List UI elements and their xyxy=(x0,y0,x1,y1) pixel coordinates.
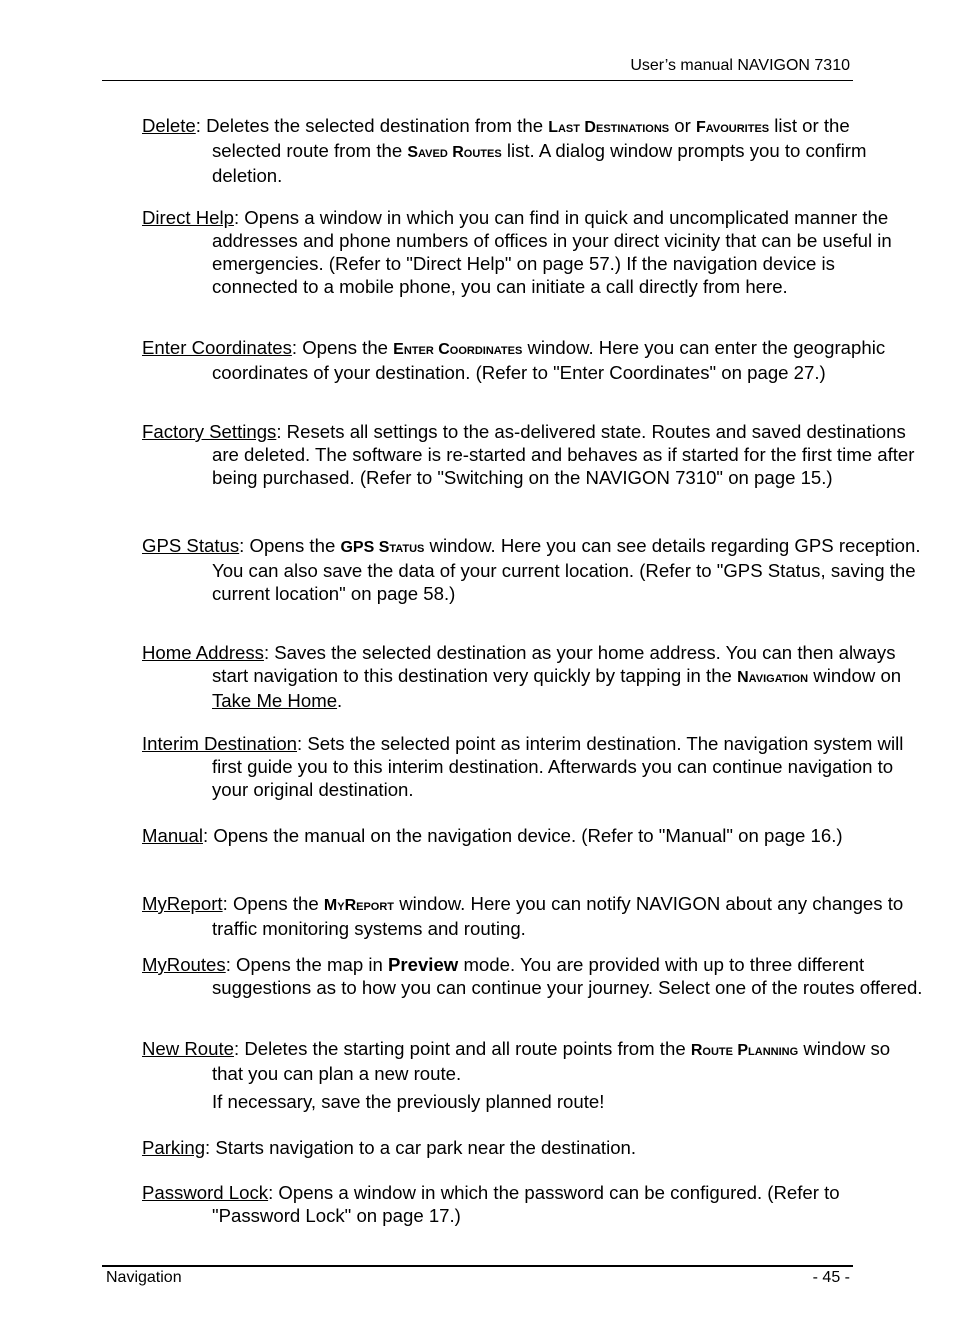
footer-rule xyxy=(102,1265,853,1267)
term-myreport: MyReport xyxy=(142,893,223,914)
entry-myroutes xyxy=(142,953,924,999)
term-factory-settings: Factory Settings xyxy=(142,421,277,442)
term-new-route: New Route xyxy=(142,1038,234,1059)
entry-text: window. Here you can see details regarding GPS reception. You can also save the data of your current location. (Refer to "GPS Status, saving the current location" on page 58.) xyxy=(212,535,921,604)
term-manual: Manual xyxy=(142,825,203,846)
entry-new-route xyxy=(142,1037,924,1085)
term-enter-coordinates: Enter Coordinates xyxy=(142,337,292,358)
entry-text: : Opens the map in xyxy=(225,954,388,975)
entry-text: window. Here you can notify NAVIGON about any changes to traffic monitoring systems and routing. xyxy=(212,893,904,939)
term-home-address: Home Address xyxy=(142,642,264,663)
page-number: - 45 - xyxy=(812,1269,850,1286)
term-direct-help: Direct Help xyxy=(142,207,234,228)
entry-text: : Opens the manual on the navigation device. (Refer to "Manual" on page 16.) xyxy=(202,825,843,846)
entry-text: list. A dialog window prompts you to confirm deletion. xyxy=(212,140,867,186)
entry-text: : Sets the selected point as interim destination. The navigation system will first guide you to this interim destination. Afterwards you can continue navigation to your original destination. xyxy=(212,733,904,800)
entry-manual xyxy=(142,824,924,847)
entry-text: : Opens the xyxy=(222,893,324,914)
term-myroutes: MyRoutes xyxy=(142,954,226,975)
entry-direct-help xyxy=(142,206,924,298)
entry-myreport xyxy=(142,892,924,940)
entry-text: list or the selected route from the xyxy=(212,115,850,161)
entry-home-address xyxy=(142,641,924,712)
ui-term: Navigation xyxy=(737,669,809,686)
entry-text: or xyxy=(669,115,696,136)
ui-term: Saved Routes xyxy=(407,144,502,161)
entry-text: : Opens a window in which you can find in quick and uncomplicated manner the addresses and phone numbers of offices in your direct vicinity that can be useful in emergencies. (Refer to "Direct Help" on page 57.) If the navigation device is connected to a mobile phone, you can initiate a call directly from here. xyxy=(212,207,892,297)
entry-text: window on xyxy=(808,665,902,686)
entry-parking xyxy=(142,1136,924,1159)
ui-term: Favourites xyxy=(695,119,770,136)
running-header: User’s manual NAVIGON 7310 xyxy=(630,57,850,74)
entry-enter-coordinates xyxy=(142,336,924,384)
ui-term: Last Destinations xyxy=(548,119,670,136)
footer-section: Navigation xyxy=(106,1269,182,1286)
entry-text: : Deletes the starting point and all route points from the xyxy=(233,1038,691,1059)
entry-text: : Opens the xyxy=(239,535,341,556)
term-parking: Parking xyxy=(142,1137,206,1158)
preview-mode-term: Preview xyxy=(387,954,459,975)
entry-text: : Saves the selected destination as your home address. You can then always start navigation to this destination very quickly by tapping in the xyxy=(212,642,896,686)
term-password-lock: Password Lock xyxy=(142,1182,269,1203)
entry-interim-destination xyxy=(142,732,924,801)
entry-text: mode. You are provided with up to three different suggestions as to how you can continue your journey. Select one of the routes offered. xyxy=(212,954,923,998)
entry-factory-settings xyxy=(142,420,924,489)
term-delete: Delete xyxy=(142,115,196,136)
entry-text: : Starts navigation to a car park near the destination. xyxy=(205,1137,637,1158)
header-rule xyxy=(102,80,853,81)
entry-text: : Opens a window in which the password can be configured. (Refer to "Password Lock" on page 17.) xyxy=(212,1182,840,1226)
ui-term: Route Planning xyxy=(690,1042,799,1059)
take-me-home-reference: Take Me Home xyxy=(212,690,338,711)
entry-gps-status xyxy=(142,534,924,605)
entry-text: window. Here you can enter the geographic coordinates of your destination. (Refer to "Enter Coordinates" on page 27.) xyxy=(212,337,886,383)
entry-text: : Opens the xyxy=(291,337,394,358)
ui-term: Enter Coordinates xyxy=(393,341,523,358)
entry-text: : Resets all settings to the as-delivered state. Routes and saved destinations are deleted. The software is re-started and behaves as if started for the first time after being purchased. (Refer to "Switching on the NAVIGON 7310" on page 15.) xyxy=(212,421,915,488)
entry-text: : Deletes the selected destination from the xyxy=(195,115,549,136)
ui-term: GPS Status xyxy=(340,539,425,556)
new-route-note: If necessary, save the previously planned route! xyxy=(212,1091,605,1112)
term-interim-destination: Interim Destination xyxy=(142,733,298,754)
entry-delete xyxy=(142,114,924,187)
entry-text: window so that you can plan a new route. xyxy=(212,1038,891,1084)
entry-text: . xyxy=(337,690,343,711)
term-gps-status: GPS Status xyxy=(142,535,240,556)
ui-term: MyReport xyxy=(323,897,395,914)
entry-password-lock xyxy=(142,1181,924,1227)
